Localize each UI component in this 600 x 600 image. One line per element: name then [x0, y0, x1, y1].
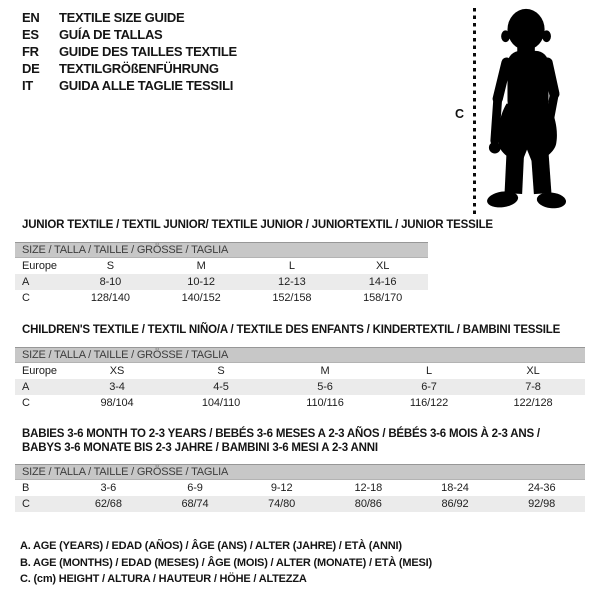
table-cell: 12-18	[354, 482, 383, 494]
table-row	[15, 496, 585, 512]
table-cell: 6-9	[187, 482, 203, 494]
language-code: DE	[22, 61, 40, 76]
language-row-en	[22, 9, 237, 26]
table-cell: 116/122	[409, 397, 449, 409]
childrens-textile-section	[15, 323, 585, 411]
size-header-bar: SIZE / TALLA / TAILLE / GRÖSSE / TAGLIA	[15, 242, 428, 258]
babies-textile-section	[15, 427, 585, 512]
table-cell: 128/140	[90, 292, 130, 304]
language-title: GUIDA ALLE TAGLIE TESSILI	[59, 78, 234, 93]
section-title-line1: BABIES 3-6 MONTH TO 2-3 YEARS / BEBÉS 3-6 MESES A 2-3 AÑOS / BÉBÉS 3-6 MOIS À 2-3 ANS /	[22, 428, 540, 440]
language-title: GUÍA DE TALLAS	[59, 27, 163, 42]
table-cell: 68/74	[181, 498, 209, 510]
table-cell: 12-13	[278, 276, 306, 288]
table-cell: 80/86	[354, 498, 382, 510]
table-cell: 5-6	[317, 381, 333, 393]
language-row-it	[22, 77, 237, 94]
row-label: C	[22, 397, 30, 409]
height-measure-figure	[452, 6, 584, 218]
junior-textile-section	[15, 218, 493, 306]
table-row	[15, 290, 428, 306]
language-row-fr	[22, 43, 237, 60]
height-dotted-line	[473, 8, 476, 216]
row-label: B	[22, 482, 30, 494]
table-cell: 6-7	[421, 381, 437, 393]
table-cell: 62/68	[94, 498, 122, 510]
table-cell: L	[288, 260, 295, 272]
table-cell: 14-16	[368, 276, 397, 288]
table-row	[15, 363, 585, 379]
row-label: A	[22, 381, 30, 393]
table-cell: 10-12	[187, 276, 215, 288]
table-cell: 8-10	[99, 276, 122, 288]
row-label: Europe	[22, 260, 57, 272]
table-cell: 110/116	[306, 397, 344, 409]
table-cell: 122/128	[513, 397, 553, 409]
table-cell: M	[320, 365, 330, 377]
section-title: CHILDREN'S TEXTILE / TEXTIL NIÑO/A / TEXTILE DES ENFANTS / KINDERTEXTIL / BAMBINI TESSILE	[22, 324, 561, 336]
table-cell: 18-24	[441, 482, 469, 494]
language-code: EN	[22, 10, 40, 25]
language-title: TEXTILGRÖßENFÜHRUNG	[59, 61, 219, 76]
language-row-es	[22, 26, 237, 43]
height-measure-label: C	[455, 107, 465, 121]
language-code: FR	[22, 44, 39, 59]
section-title: JUNIOR TEXTILE / TEXTIL JUNIOR/ TEXTILE JUNIOR / JUNIORTEXTIL / JUNIOR TESSILE	[22, 219, 493, 231]
table-cell: 9-12	[270, 482, 293, 494]
section-title-line2: BABYS 3-6 MONATE BIS 2-3 JAHRE / BAMBINI 3-6 MESI A 2-3 ANNI	[22, 442, 378, 454]
table-cell: 74/80	[268, 498, 296, 510]
spacer	[15, 455, 585, 464]
table-cell: 140/152	[181, 292, 221, 304]
table-cell: M	[196, 260, 206, 272]
table-cell: 24-36	[527, 482, 556, 494]
table-row	[15, 274, 428, 290]
table-cell: XL	[375, 260, 390, 272]
table-row	[15, 258, 428, 274]
row-label: C	[22, 292, 30, 304]
row-label: Europe	[22, 365, 57, 377]
row-label: A	[22, 276, 30, 288]
language-title: GUIDE DES TAILLES TEXTILE	[59, 44, 237, 59]
footnotes-legend	[20, 538, 432, 588]
table-cell: 158/170	[363, 292, 403, 304]
table-cell: XL	[526, 365, 540, 377]
footnote-c: C. (cm) HEIGHT / ALTURA / HAUTEUR / HÖHE / ALTEZZA	[20, 573, 307, 585]
table-cell: 152/158	[272, 292, 312, 304]
table-cell: 3-4	[109, 381, 125, 393]
language-row-de	[22, 60, 237, 77]
table-row	[15, 395, 585, 411]
table-cell: L	[425, 365, 433, 377]
table-cell: 4-5	[213, 381, 229, 393]
footnote-a: A. AGE (YEARS) / EDAD (AÑOS) / ÂGE (ANS) / ALTER (JAHRE) / ETÀ (ANNI)	[20, 540, 402, 552]
size-header-bar: SIZE / TALLA / TAILLE / GRÖSSE / TAGLIA	[15, 464, 585, 480]
language-code: ES	[22, 27, 39, 42]
table-cell: 98/104	[100, 397, 134, 409]
footnote-b: B. AGE (MONTHS) / EDAD (MESES) / ÂGE (MOIS) / ALTER (MONATE) / ETÀ (MESI)	[20, 556, 432, 569]
language-title: TEXTILE SIZE GUIDE	[59, 10, 185, 25]
language-header	[22, 9, 237, 94]
table-cell: 104/110	[201, 397, 241, 409]
size-header-bar: SIZE / TALLA / TAILLE / GRÖSSE / TAGLIA	[15, 347, 585, 363]
table-cell: XS	[109, 365, 125, 377]
table-cell: S	[217, 365, 225, 377]
table-cell: 7-8	[525, 381, 541, 393]
table-cell: 3-6	[100, 482, 117, 494]
row-label: C	[22, 498, 30, 510]
table-cell: 86/92	[441, 498, 469, 510]
language-code: IT	[22, 78, 33, 93]
table-row	[15, 379, 585, 395]
table-row	[15, 480, 585, 496]
toddler-silhouette-icon	[479, 6, 577, 216]
table-cell: 92/98	[528, 498, 556, 510]
table-cell: S	[106, 260, 114, 272]
